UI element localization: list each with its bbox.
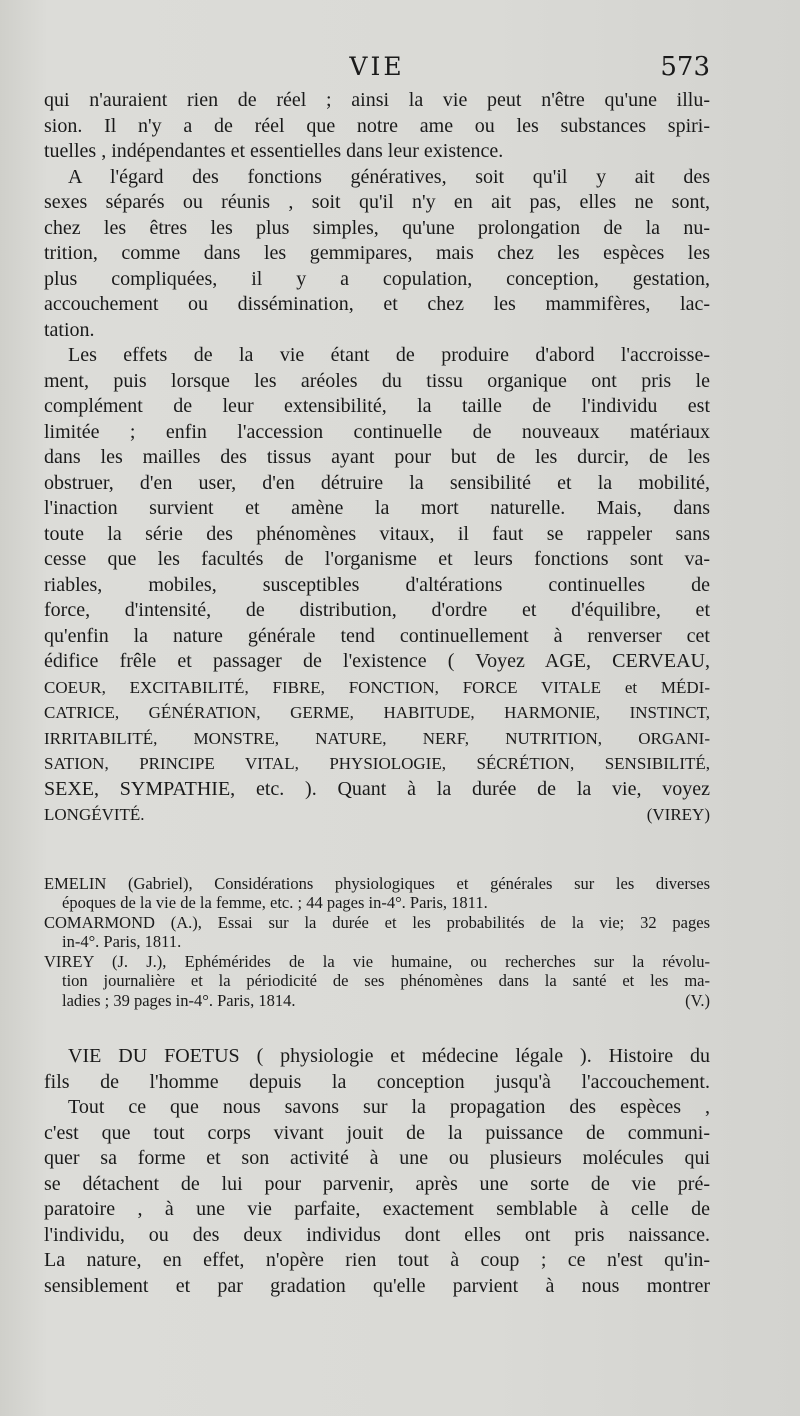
text-line: quer sa forme et son activité à une ou plusieurs molécules qui <box>44 1147 710 1169</box>
text-line: c'est que tout corps vivant jouit de la puissance de communi- <box>44 1121 710 1144</box>
text-line: sion. Il n'y a de réel que notre ame ou les substances spiri- <box>44 114 710 137</box>
page-number: 573 <box>660 52 710 82</box>
text-line: sexes séparés ou réunis , soit qu'il n'y en ait pas, elles ne sont, <box>44 191 710 213</box>
text-line: trition, comme dans les gemmipares, mais chez les espèces les <box>44 242 710 264</box>
text-line: obstruer, d'en user, d'en détruire la sensibilité et la mobilité, <box>44 471 710 494</box>
signature-right: (VIREY) <box>646 805 710 824</box>
text-line: riables, mobiles, susceptibles d'altérations continuelles de <box>44 573 710 596</box>
reference-text: ladies ; 39 pages in-4°. Paris, 1814. <box>62 990 296 1010</box>
text-line: l'individu, ou des deux individus dont elles ont pris naissance. <box>44 1223 710 1246</box>
reference-line: EMELIN (Gabriel), Considérations physiologiques et générales sur les diverses <box>44 873 710 893</box>
text-line: tuelles , indépendantes et essentielles dans leur existence. <box>44 140 504 162</box>
page-body <box>44 88 710 1299</box>
reference-line: VIREY (J. J.), Ephémérides de la vie humaine, ou recherches sur la révolu- <box>44 951 710 971</box>
vie-du-foetus-article <box>44 1044 710 1299</box>
reference-line: époques de la vie de la femme, etc. ; 44 pages in-4°. Paris, 1811. <box>62 893 488 912</box>
reference-line: tion journalière et la périodicité de ses phénomènes dans la santé et les ma- <box>62 971 710 990</box>
text-line: se détachent de lui pour parvenir, après une sorte de vie pré- <box>44 1172 710 1195</box>
reference-line: in-4°. Paris, 1811. <box>62 932 182 951</box>
text-line: VIE DU FOETUS ( physiologie et médecine légale ). Histoire du <box>68 1045 710 1067</box>
text-line: qui n'auraient rien de réel ; ainsi la vie peut n'être qu'une illu- <box>44 89 710 111</box>
text-line: SATION, PRINCIPE VITAL, PHYSIOLOGIE, SÉCRÉTION, SENSIBILITÉ, <box>44 754 710 773</box>
text-line: complément de leur extensibilité, la taille de l'individu est <box>44 395 710 417</box>
text-line: l'inaction survient et amène la mort naturelle. Mais, dans <box>44 497 710 519</box>
text-line: limitée ; enfin l'accession continuelle de nouveaux matériaux <box>44 420 710 443</box>
text-line: La nature, en effet, n'opère rien tout à coup ; ce n'est qu'in- <box>44 1249 710 1271</box>
text-line: cesse que les facultés de l'organisme et leurs fonctions sont va- <box>44 548 710 570</box>
bibliography <box>44 874 710 1011</box>
text-line: édifice frêle et passager de l'existence ( Voyez AGE, CERVEAU, <box>44 650 710 672</box>
text-line: toute la série des phénomènes vitaux, il faut se rappeler sans <box>44 522 710 545</box>
text-line: dans les mailles des tissus ayant pour but de les durcir, de les <box>44 446 710 468</box>
text-line: fils de l'homme depuis la conception jusqu'à l'accouchement. <box>44 1070 710 1093</box>
signature-left: LONGÉVITÉ. <box>44 805 145 824</box>
vie-article-text <box>44 88 710 828</box>
text-line: Les effets de la vie étant de produire d'abord l'accroisse- <box>68 344 710 366</box>
text-line: accouchement ou dissémination, et chez les mammifères, lac- <box>44 293 710 315</box>
text-line: IRRITABILITÉ, MONSTRE, NATURE, NERF, NUTRITION, ORGANI- <box>44 728 710 748</box>
signature-line <box>44 802 710 828</box>
reference-line <box>44 991 710 1011</box>
text-line: sensiblement et par gradation qu'elle parvient à nous montrer <box>44 1274 710 1297</box>
page-header <box>44 52 710 92</box>
text-line: COEUR, EXCITABILITÉ, FIBRE, FONCTION, FORCE VITALE et MÉDI- <box>44 677 710 697</box>
text-line: SEXE, SYMPATHIE, etc. ). Quant à la durée de la vie, voyez <box>44 777 710 800</box>
text-line: A l'égard des fonctions génératives, soit qu'il y ait des <box>68 165 710 188</box>
text-line: plus compliquées, il y a copulation, conception, gestation, <box>44 267 710 290</box>
running-head: VIE <box>349 52 405 81</box>
reference-line: COMARMOND (A.), Essai sur la durée et les probabilités de la vie; 32 pages <box>44 912 710 932</box>
text-line: qu'enfin la nature générale tend continuellement à renverser cet <box>44 624 710 647</box>
text-line: Tout ce que nous savons sur la propagation des espèces , <box>68 1096 710 1118</box>
text-line: ment, puis lorsque les aréoles du tissu organique ont pris le <box>44 369 710 392</box>
text-line: CATRICE, GÉNÉRATION, GERME, HABITUDE, HARMONIE, INSTINCT, <box>44 703 710 722</box>
reference-sign: (V.) <box>685 990 710 1010</box>
text-line: chez les êtres les plus simples, qu'une prolongation de la nu- <box>44 216 710 239</box>
text-line: tation. <box>44 318 95 341</box>
text-line: paratoire , à une vie parfaite, exactement semblable à celle de <box>44 1198 710 1220</box>
text-line: force, d'intensité, de distribution, d'ordre et d'équilibre, et <box>44 599 710 621</box>
